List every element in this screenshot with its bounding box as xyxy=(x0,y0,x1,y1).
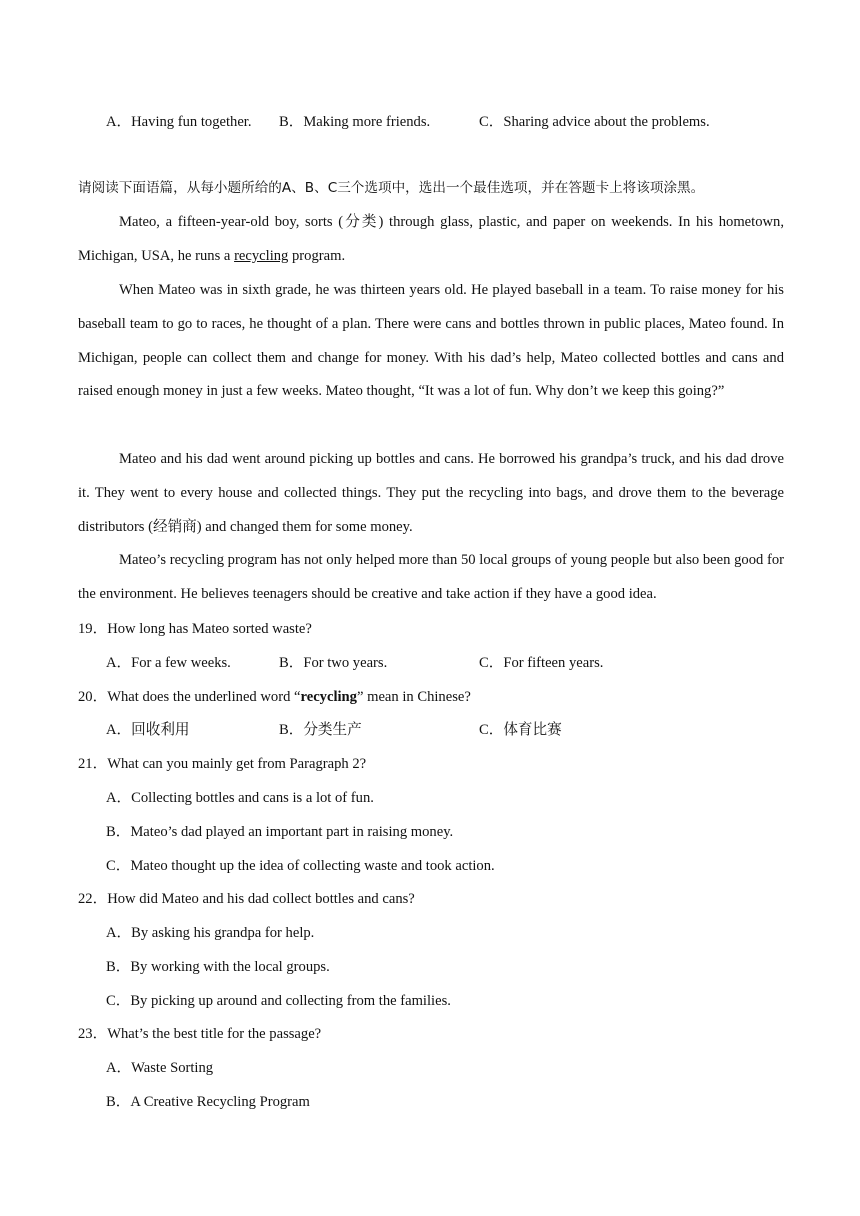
question-19-stem: 19．How long has Mateo sorted waste? xyxy=(78,621,312,637)
section-instruction: 请阅读下面语篇，从每小题所给的A、B、C三个选项中，选出一个最佳选项，并在答题卡上将该项涂黑。 xyxy=(78,180,705,196)
passage-paragraph-3: Mateo and his dad went around picking up bottles and cans. He borrowed his grandpa’s truck, and his dad drove it. They went to every house and collected things. They put the recycling into bags, and drove them to the beverage distributors (经销商) and changed them for some money. xyxy=(78,451,784,535)
question-21-option-c: C．Mateo thought up the idea of collecting waste and took action. xyxy=(106,858,495,874)
question-23-option-b: B．A Creative Recycling Program xyxy=(106,1094,310,1110)
question-19-option-a: A．For a few weeks. xyxy=(106,655,231,671)
question-20-option-a: A．回收利用 xyxy=(106,722,190,738)
prev-option-a: A．Having fun together. xyxy=(106,114,252,130)
question-22-stem: 22．How did Mateo and his dad collect bottles and cans? xyxy=(78,891,415,907)
question-22-option-b: B．By working with the local groups. xyxy=(106,959,330,975)
question-20-stem-pre: 20．What does the underlined word “ xyxy=(78,689,301,705)
question-20-bold-word: recycling xyxy=(300,689,357,705)
question-23-option-a: A．Waste Sorting xyxy=(106,1060,214,1076)
passage-paragraph-1-pre: Mateo, a fifteen-year-old boy, sorts (分类) through glass, plastic, and paper on weekends. In his hometown, Michigan, USA, he runs a xyxy=(78,214,784,264)
question-19-option-c: C．For fifteen years. xyxy=(479,655,604,671)
question-19-option-b: B．For two years. xyxy=(279,655,388,671)
question-20-option-c: C．体育比赛 xyxy=(479,722,562,738)
passage-paragraph-2: When Mateo was in sixth grade, he was thirteen years old. He played baseball in a team. To raise money for his baseball team to go to races, he thought of a plan. There were cans and bottles thrown in public places, Mateo found. In Michigan, people can collect them and change for money. With his dad’s help, Mateo collected bottles and cans and raised enough money in just a few weeks. Mateo thought, “It was a lot of fun. Why don’t we keep this going?” xyxy=(78,282,784,400)
question-20-stem xyxy=(78,687,471,707)
question-22-option-a: A．By asking his grandpa for help. xyxy=(106,925,315,941)
passage-paragraph-4: Mateo’s recycling program has not only helped more than 50 local groups of young people but also been good for the environment. He believes teenagers should be creative and take action if they have a good idea. xyxy=(78,552,784,602)
prev-option-c: C．Sharing advice about the problems. xyxy=(479,114,710,130)
passage-paragraph-1 xyxy=(78,206,784,274)
prev-option-b: B．Making more friends. xyxy=(279,114,431,130)
underlined-word: recycling xyxy=(234,247,289,264)
question-21-stem: 21．What can you mainly get from Paragraph 2? xyxy=(78,756,367,772)
question-21-option-b: B．Mateo’s dad played an important part in raising money. xyxy=(106,824,454,840)
question-21-option-a: A．Collecting bottles and cans is a lot of fun. xyxy=(106,790,374,806)
question-20-stem-post: ” mean in Chinese? xyxy=(356,689,471,705)
passage-paragraph-1-post: program. xyxy=(288,247,346,264)
question-23-stem: 23．What’s the best title for the passage? xyxy=(78,1026,322,1042)
question-22-option-c: C．By picking up around and collecting from the families. xyxy=(106,993,451,1009)
question-20-option-b: B．分类生产 xyxy=(279,722,362,738)
